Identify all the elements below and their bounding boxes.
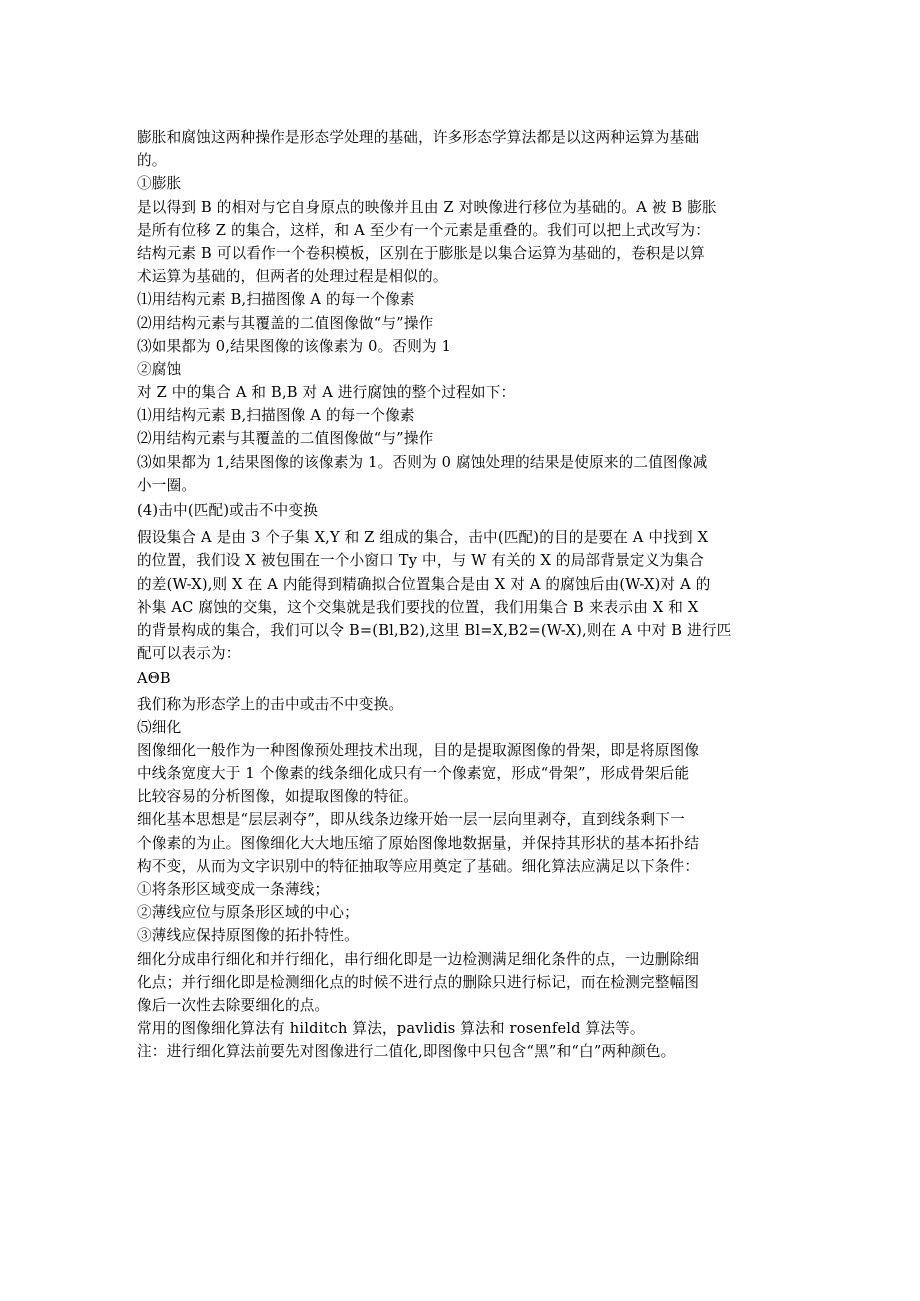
text-line: 中线条宽度大于 1 个像素的线条细化成只有一个像素宽，形成“骨架”，形成骨架后能	[137, 765, 690, 783]
text-line: 补集 AC 腐蚀的交集，这个交集就是我们要找的位置，我们用集合 B 来表示由 X 和 X	[137, 598, 699, 616]
list-item: ②薄线应位与原条形区域的中心；	[137, 904, 359, 922]
list-item: ⑶如果都为 0,结果图像的该像素为 0。否则为 1	[137, 337, 452, 355]
section-heading-dilation: ①膨胀	[137, 175, 182, 193]
text-line: 对 Z 中的集合 A 和 B,B 对 A 进行腐蚀的整个过程如下：	[137, 384, 516, 402]
text-line: 结构元素 B 可以看作一个卷积模板，区别在于膨胀是以集合运算为基础的，卷积是以算	[137, 244, 705, 262]
list-item: ⑵用结构元素与其覆盖的二值图像做“与”操作	[137, 314, 434, 332]
text-line: 膨胀和腐蚀这两种操作是形态学处理的基础，许多形态学算法都是以这两种运算为基础	[137, 129, 700, 146]
text-line: 细化分成串行细化和并行细化，串行细化即是一边检测满足细化条件的点，一边删除细	[137, 950, 700, 968]
text-line: 常用的图像细化算法有 hilditch 算法，pavlidis 算法和 rosenfeld 算法等。	[137, 1020, 645, 1038]
text-line: 我们称为形态学上的击中或击不中变换。	[137, 695, 404, 713]
text-line: 图像细化一般作为一种图像预处理技术出现，目的是提取源图像的骨架，即是将原图像	[137, 741, 700, 759]
text-line: 个像素的为止。图像细化大大地压缩了原始图像地数据量，并保持其形状的基本拓扑结	[137, 834, 700, 852]
formula: AΘB	[137, 670, 171, 688]
text-line: 构不变，从而为文字识别中的特征抽取等应用奠定了基础。细化算法应满足以下条件：	[137, 857, 700, 875]
list-item: ③薄线应保持原图像的拓扑特性。	[137, 927, 359, 945]
note-line: 注：进行细化算法前要先对图像进行二值化,即图像中只包含“黑”和“白”两种颜色。	[137, 1043, 676, 1061]
section-heading-thinning: ⑸细化	[137, 718, 182, 736]
text-line: 的背景构成的集合，我们可以令 B=(Bl,B2),这里 Bl=X,B2=(W-X),则在 A 中对 B 进行匹	[137, 621, 732, 639]
list-item: ⑴用结构元素 B,扫描图像 A 的每一个像素	[137, 407, 415, 425]
list-item: ⑵用结构元素与其覆盖的二值图像做“与”操作	[137, 430, 434, 448]
text-line: 化点；并行细化即是检测细化点的时候不进行点的删除只进行标记，而在检测完整幅图	[137, 973, 700, 991]
section-heading-hit-or-miss: (4)击中(匹配)或击不中变换	[137, 502, 318, 519]
list-item: ①将条形区域变成一条薄线；	[137, 881, 330, 898]
text-line: 的位置，我们设 X 被包围在一个小窗口 Ty 中，与 W 有关的 X 的局部背景定义为集合	[137, 552, 704, 570]
document-body	[137, 126, 797, 1064]
text-line: 是所有位移 Z 的集合，这样，和 A 至少有一个元素是重叠的。我们可以把上式改写为：	[137, 221, 711, 239]
text-line: 小一圈。	[137, 476, 197, 494]
section-heading-erosion: ②腐蚀	[137, 360, 182, 378]
text-line: 假设集合 A 是由 3 个子集 X,Y 和 Z 组成的集合，击中(匹配)的目的是要在 A 中找到 X	[137, 529, 709, 547]
text-line: 像后一次性去除要细化的点。	[137, 996, 330, 1014]
text-line: 比较容易的分析图像，如提取图像的特征。	[137, 788, 419, 806]
list-item: ⑶如果都为 1,结果图像的该像素为 1。否则为 0 腐蚀处理的结果是使原来的二值图像减	[137, 453, 708, 471]
text-line: 的差(W-X),则 X 在 A 内能得到精确拟合位置集合是由 X 对 A 的腐蚀后由(W-X)对 A 的	[137, 575, 711, 593]
text-line: 术运算为基础的，但两者的处理过程是相似的。	[137, 268, 448, 286]
list-item: ⑴用结构元素 B,扫描图像 A 的每一个像素	[137, 291, 415, 309]
text-line: 配可以表示为：	[137, 645, 241, 663]
text-line: 的。	[137, 152, 167, 170]
text-line: 细化基本思想是“层层剥夺”，即从线条边缘开始一层一层向里剥夺，直到线条剩下一	[137, 811, 685, 829]
text-line: 是以得到 B 的相对与它自身原点的映像并且由 Z 对映像进行移位为基础的。A 被 B 膨胀	[137, 198, 717, 216]
